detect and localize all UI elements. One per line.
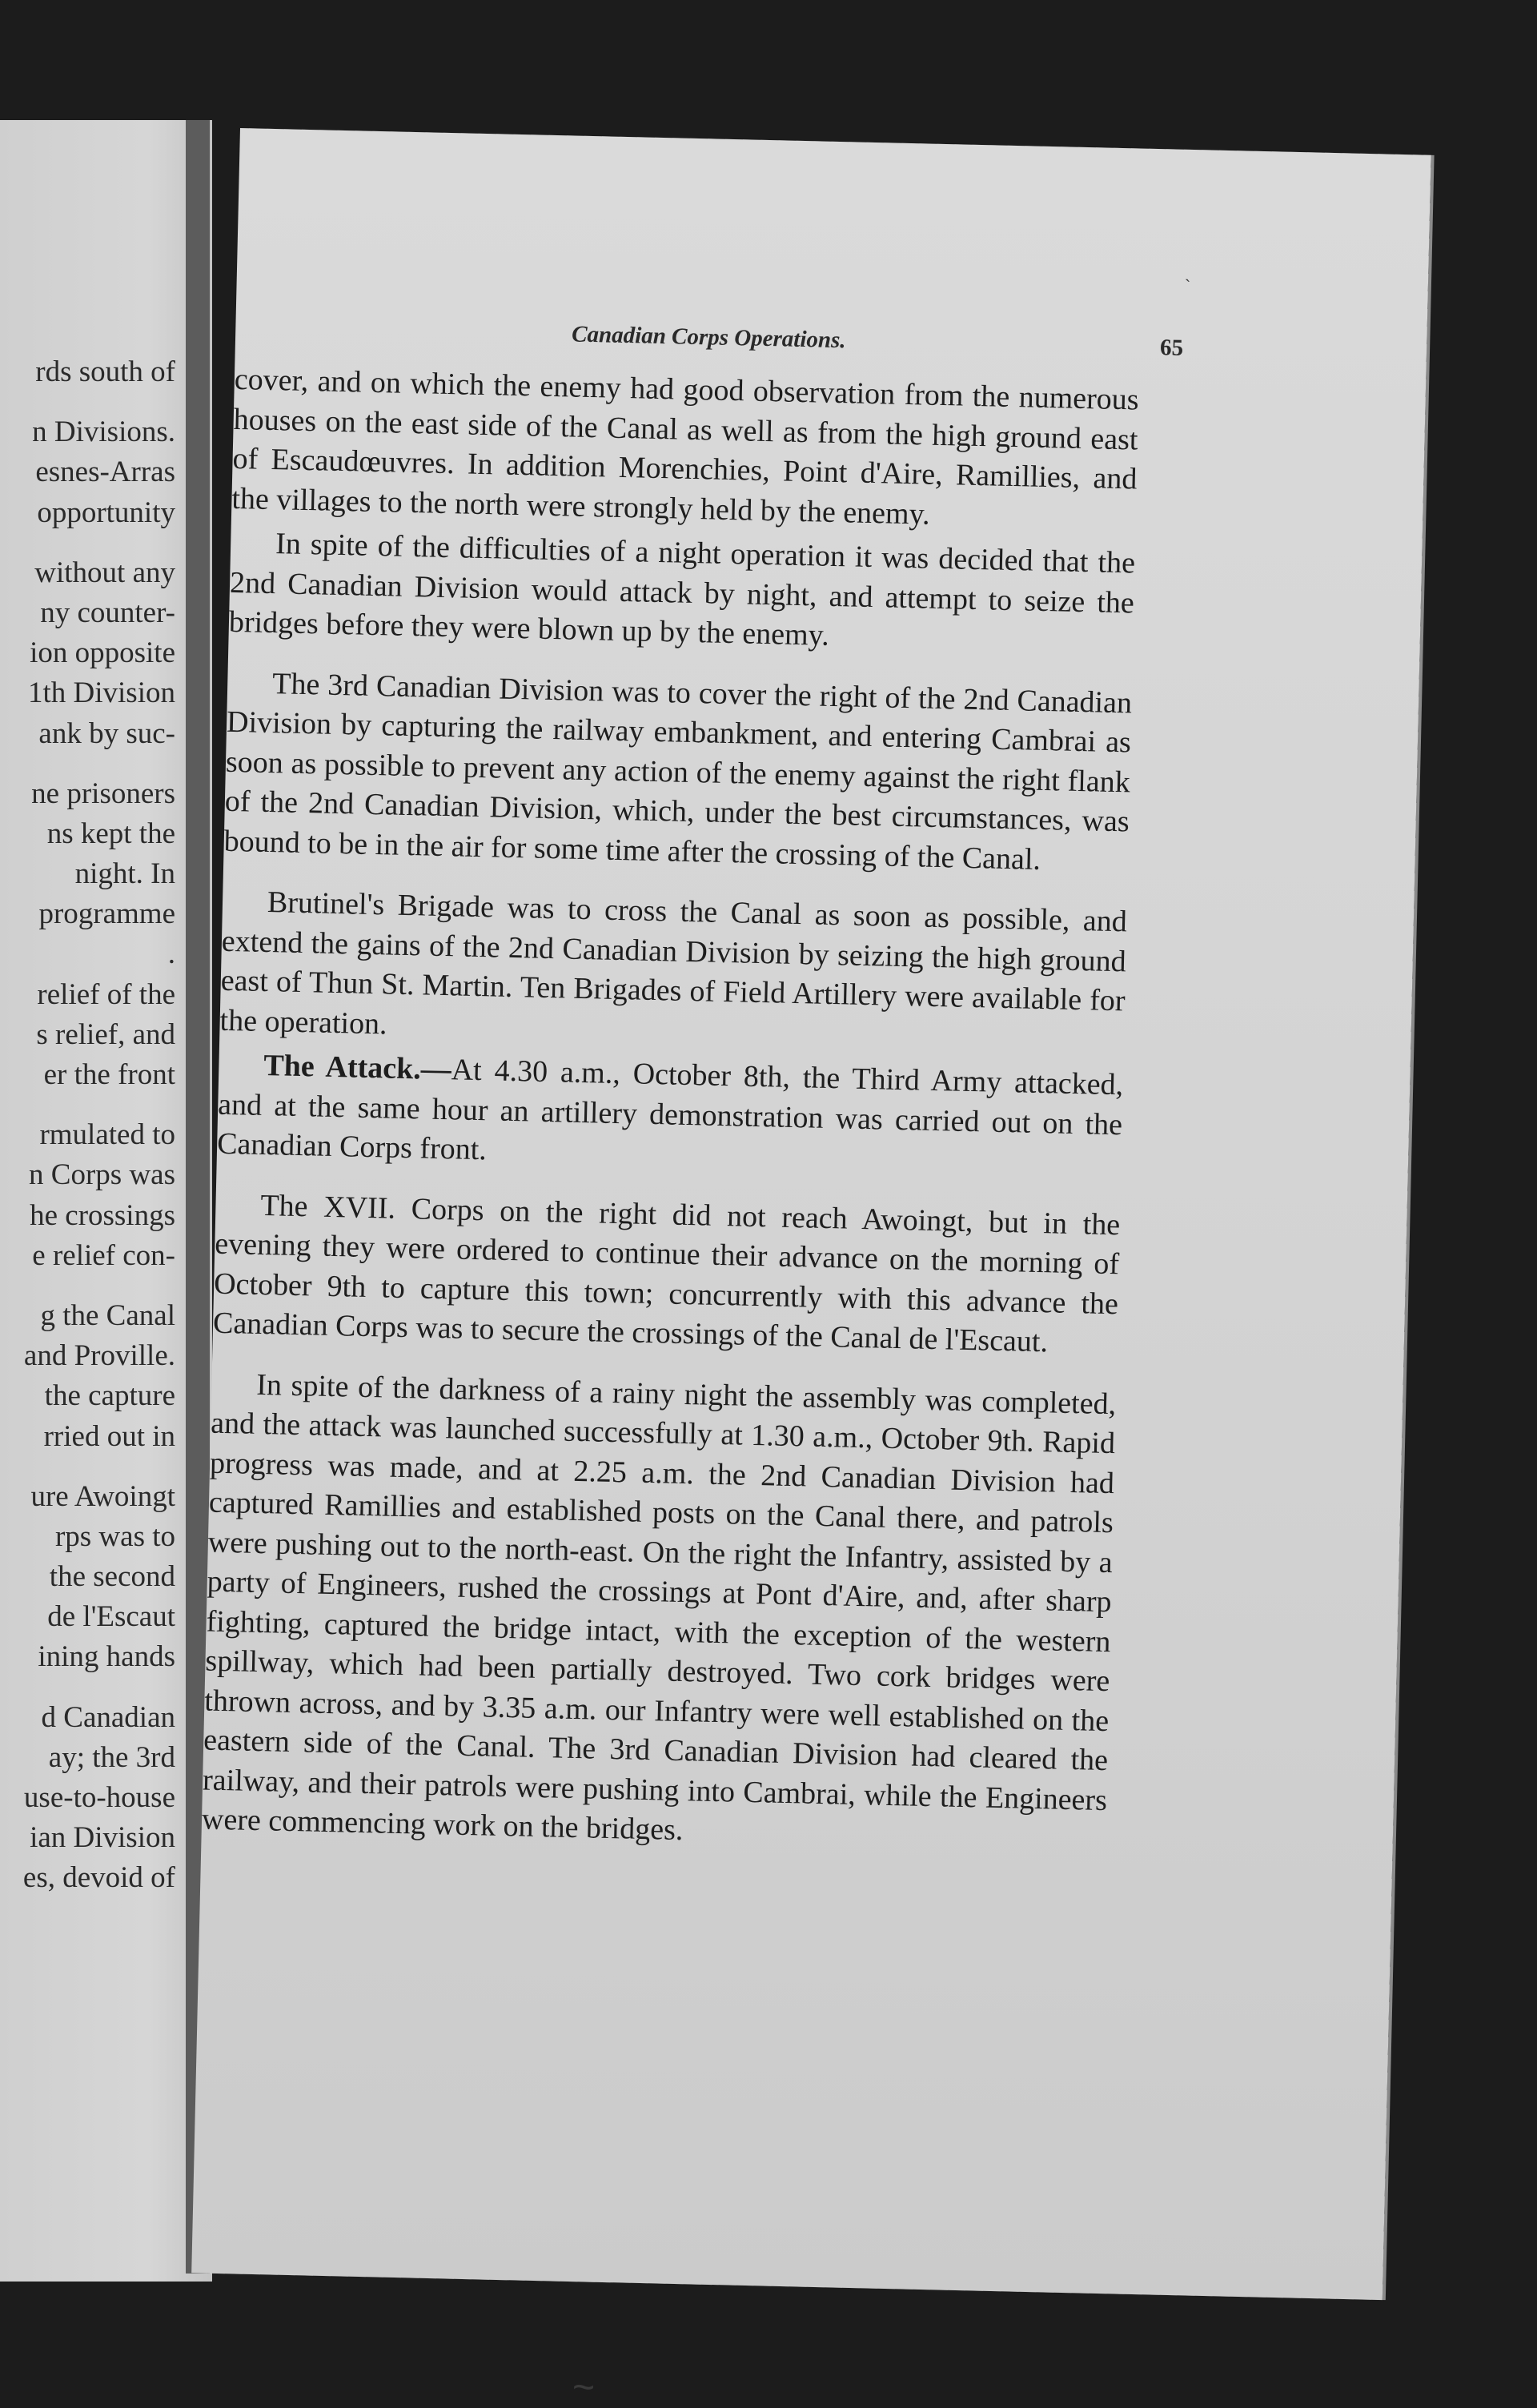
left-page-line: opportunity bbox=[37, 496, 175, 529]
left-page-line: rps was to bbox=[54, 1519, 175, 1553]
left-page-line: rds south of bbox=[35, 355, 175, 388]
paragraph bbox=[223, 663, 1132, 881]
paragraph-text: In spite of the difficulties of a night operation it was decided that the 2nd Canadian Division would attack by night, and attempt to seize the bridges before they were blown up by the enemy. bbox=[228, 527, 1136, 652]
paragraph bbox=[219, 882, 1127, 1062]
left-page-line: s relief, and bbox=[36, 1017, 175, 1051]
paragraph bbox=[213, 1185, 1121, 1364]
left-page-line: n Divisions. bbox=[32, 415, 175, 449]
left-page-line: . bbox=[167, 937, 175, 971]
line-gap bbox=[0, 1678, 175, 1698]
section-heading: The Attack.— bbox=[263, 1048, 452, 1087]
left-page-line: rried out in bbox=[43, 1419, 175, 1453]
scan-mark: ~ bbox=[572, 2366, 596, 2408]
left-page-line: without any bbox=[34, 556, 175, 589]
left-page-line: ion opposite bbox=[30, 636, 175, 670]
left-page-line: ure Awoingt bbox=[30, 1479, 175, 1513]
paragraph-text: Brutinel's Brigade was to cross the Canal as soon as possible, and extend the gains of the 2nd Canadian Division by seizing the high ground east of Thun St. Martin. Ten Brigades of Field Artillery were available for the operation. bbox=[219, 885, 1128, 1041]
left-page-line: use-to-house bbox=[23, 1781, 175, 1814]
right-page bbox=[191, 128, 1431, 2300]
left-page-line: ns kept the bbox=[46, 817, 175, 850]
left-page-line: n Corps was bbox=[29, 1158, 175, 1192]
left-page-line: ining hands bbox=[38, 1640, 175, 1674]
speck-mark: ` bbox=[1185, 276, 1191, 296]
left-page-line: and Proville. bbox=[23, 1339, 175, 1373]
left-page-line: 1th Division bbox=[28, 676, 175, 710]
left-facing-page bbox=[0, 120, 212, 2282]
left-page-line: e relief con- bbox=[32, 1238, 175, 1272]
left-page-line: programme bbox=[38, 897, 175, 931]
paragraph bbox=[217, 1045, 1124, 1185]
left-page-line: the second bbox=[49, 1560, 175, 1594]
line-gap bbox=[0, 1457, 175, 1477]
left-page-line: esnes-Arras bbox=[35, 456, 175, 489]
left-page-line: ian Division bbox=[30, 1821, 175, 1855]
paragraph-text: cover, and on which the enemy had good observation from the numerous houses on the east side of the Canal as well as from the high ground east of Escaudœuvres. In addition Morenchies, Point d'Aire, Ramillies, and the villages to the north were strongly held by the enemy. bbox=[231, 362, 1140, 532]
paragraph-text: At 4.30 a.m., October 8th, the Third Army attacked, and at the same hour an artillery demonstration was carried out on the Canadian Corps front. bbox=[216, 1053, 1124, 1167]
line-gap bbox=[0, 754, 175, 774]
left-page-line: ne prisoners bbox=[31, 777, 175, 810]
left-page-line: he crossings bbox=[30, 1198, 175, 1232]
line-gap bbox=[0, 1095, 175, 1115]
line-gap bbox=[0, 533, 175, 553]
paragraph-text: The XVII. Corps on the right did not reach Awoingt, but in the evening they were ordered to continue their advance on the morning of October 9th to capture this town; concurrently with this advance the Canadian Corps was to secure the crossings of the Canal de l'Escaut. bbox=[212, 1188, 1121, 1359]
left-page-line: ay; the 3rd bbox=[48, 1740, 175, 1774]
page-body-text bbox=[201, 360, 1139, 1881]
left-page-line: night. In bbox=[74, 857, 175, 891]
paragraph-text: In spite of the darkness of a rainy night the assembly was completed, and the attack was launched successfully at 1.30 a.m., October 9th. Rapid progress was made, and at 2.25 a.m. the 2nd Canadian Division had captured Ramillies and established posts on the Canal there, and patrols were pushing out to the north-east. On the right the Infantry, assisted by a party of Engineers, rushed the crossings at Pont d'Aire, and, after sharp fighting, captured the bridge intact, with the exception of the western spillway, which had been partially destroyed. Two cork bridges were thrown across, and by 3.35 a.m. our Infantry were well established on the eastern side of the Canal. The 3rd Canadian Division had cleared the railway, and their patrols were pushing into Cambrai, while the Engineers were commencing work on the bridges. bbox=[201, 1367, 1117, 1848]
paragraph bbox=[231, 360, 1139, 540]
left-page-line: ny counter- bbox=[40, 596, 175, 629]
left-page-line: ank by suc- bbox=[38, 716, 175, 750]
left-page-line: relief of the bbox=[37, 977, 175, 1011]
left-page-line: es, devoid of bbox=[22, 1861, 175, 1895]
page-number: 65 bbox=[1159, 335, 1184, 361]
paragraph-text: The 3rd Canadian Division was to cover the right of the 2nd Canadian Division by capturing the railway embankment, and entering Cambrai as soon as possible to prevent any action of the enemy against the right flank of the 2nd Canadian Division, which, under the best circumstances, was bound to be in the air for some time after the crossing of the Canal. bbox=[223, 666, 1133, 877]
left-page-line: er the front bbox=[43, 1058, 175, 1091]
left-page-line: rmulated to bbox=[39, 1118, 175, 1152]
paragraph bbox=[201, 1364, 1116, 1860]
left-page-line: the capture bbox=[44, 1379, 175, 1413]
line-gap bbox=[0, 1276, 175, 1296]
running-head: Canadian Corps Operations. bbox=[571, 321, 846, 354]
left-page-line: g the Canal bbox=[40, 1298, 175, 1332]
left-page-line: de l'Escaut bbox=[47, 1600, 175, 1634]
paragraph bbox=[228, 524, 1135, 663]
left-page-line: d Canadian bbox=[41, 1700, 175, 1734]
left-page-text bbox=[0, 352, 175, 1899]
line-gap bbox=[0, 392, 175, 412]
